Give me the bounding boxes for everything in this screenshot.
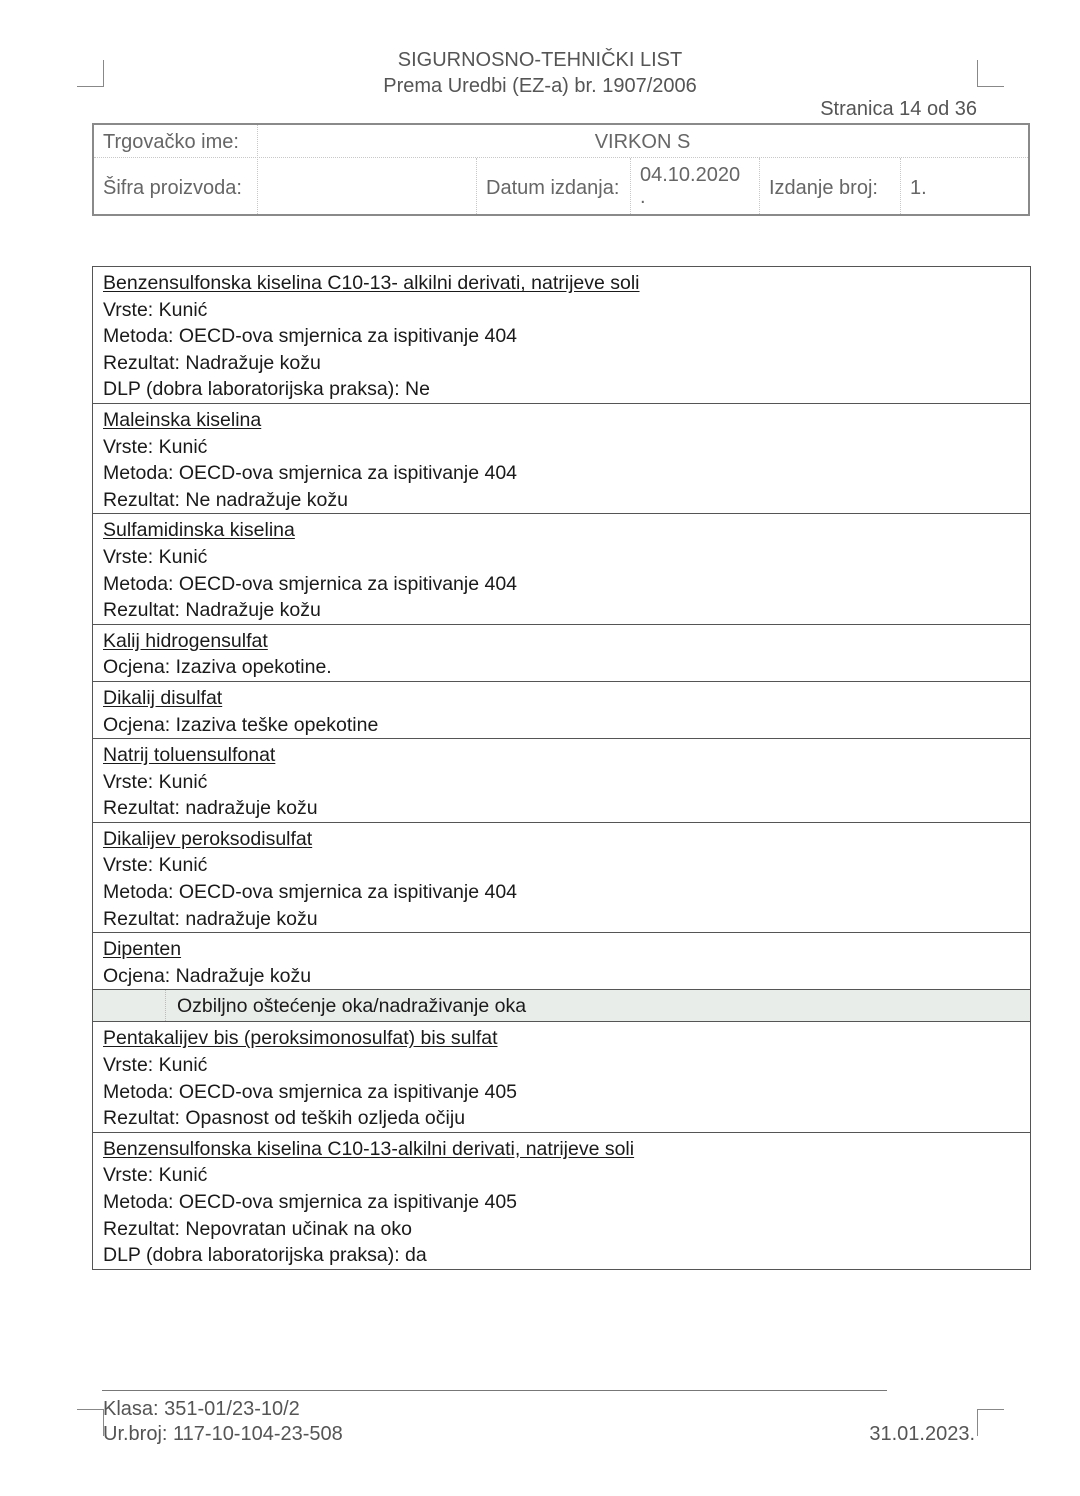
issue-date-suffix: . — [640, 186, 646, 208]
toxicology-table — [92, 266, 1031, 1270]
substance-entry — [93, 403, 1030, 513]
substance-detail-line: Rezultat: Ne nadražuje kožu — [103, 488, 348, 511]
substance-name: Kalij hidrogensulfat — [103, 629, 268, 652]
substance-entry — [93, 822, 1030, 932]
substance-detail-line: Rezultat: nadražuje kožu — [103, 907, 318, 930]
substance-name: Dipenten — [103, 938, 182, 961]
substance-detail-line: Rezultat: Nadražuje kožu — [103, 599, 321, 622]
substance-detail-line: Ocjena: Izaziva teške opekotine — [103, 713, 379, 736]
substance-detail-line: Rezultat: nadražuje kožu — [103, 797, 318, 820]
substance-name: Pentakalijev bis (peroksimonosulfat) bis sulfat — [103, 1027, 498, 1050]
substance-detail-line: Metoda: OECD-ova smjernica za ispitivanje 405 — [103, 1191, 518, 1213]
substance-detail-line: Vrste: Kunić — [103, 1164, 208, 1187]
issue-date-value: 04.10.2020 — [640, 164, 741, 186]
substance-detail-line: Vrste: Kunić — [103, 298, 208, 321]
substance-detail-line: Rezultat: Nepovratan učinak na oko — [103, 1217, 412, 1240]
substance-detail-line: Ocjena: Izaziva opekotine. — [103, 656, 332, 679]
substance-detail-line: Metoda: OECD-ova smjernica za ispitivanje 405 — [103, 1080, 518, 1103]
footer-klasa: Klasa: 351-01/23-10/2 — [103, 1398, 300, 1420]
substance-detail-line: Vrste: Kunić — [103, 435, 208, 458]
substance-name: Dikalij disulfat — [103, 686, 223, 709]
substance-detail-line: Metoda: OECD-ova smjernica za ispitivanje 404 — [103, 462, 518, 485]
issue-date-label: Datum izdanja: — [486, 177, 620, 199]
substance-name: Maleinska kiselina — [103, 408, 262, 431]
eye-damage-group — [93, 1021, 1030, 1268]
substance-name: Sulfamidinska kiselina — [103, 519, 295, 542]
corner-mark-bottom-right — [977, 1409, 1004, 1436]
substance-detail-line: DLP (dobra laboratorijska praksa): Ne — [103, 378, 430, 401]
skin-irritation-group — [93, 267, 1030, 989]
substance-entry — [93, 932, 1030, 989]
substance-name: Dikalijev peroksodisulfat — [103, 827, 313, 850]
footer-divider — [102, 1390, 887, 1391]
document-subtitle: Prema Uredbi (EZ-a) br. 1907/2006 — [383, 75, 697, 97]
trade-name-value: VIRKON S — [594, 131, 691, 153]
substance-entry — [93, 738, 1030, 822]
substance-entry — [93, 1132, 1030, 1269]
substance-entry — [93, 681, 1030, 738]
corner-mark-top-right — [977, 60, 1004, 87]
corner-mark-top-left — [77, 60, 104, 87]
substance-name: Benzensulfonska kiselina C10-13- alkilni derivati, natrijeve soli — [103, 272, 640, 294]
substance-detail-line: Vrste: Kunić — [103, 770, 208, 793]
substance-detail-line: Ocjena: Nadražuje kožu — [103, 964, 312, 987]
page-number: Stranica 14 od 36 — [820, 98, 977, 120]
substance-detail-line: Metoda: OECD-ova smjernica za ispitivanje 404 — [103, 881, 518, 904]
substance-detail-line: Rezultat: Nadražuje kožu — [103, 351, 321, 374]
substance-entry — [93, 1021, 1030, 1131]
substance-entry — [93, 624, 1030, 681]
footer-date: 31.01.2023. — [869, 1423, 975, 1445]
product-info-table — [92, 123, 1030, 216]
issue-number-label: Izdanje broj: — [769, 177, 878, 199]
product-code-label: Šifra proizvoda: — [103, 177, 242, 199]
substance-detail-line: Vrste: Kunić — [103, 1054, 208, 1077]
substance-detail-line: DLP (dobra laboratorijska praksa): da — [103, 1244, 427, 1267]
substance-detail-line: Metoda: OECD-ova smjernica za ispitivanje 404 — [103, 325, 518, 348]
issue-number-value: 1. — [910, 177, 927, 199]
substance-name: Natrij toluensulfonat — [103, 744, 276, 767]
section-heading-row — [93, 989, 1030, 1021]
substance-detail-line: Vrste: Kunić — [103, 545, 208, 568]
substance-entry — [93, 513, 1030, 623]
section-heading: Ozbiljno oštećenje oka/nadraživanje oka — [177, 995, 527, 1018]
corner-mark-bottom-left — [77, 1409, 104, 1436]
document-title: SIGURNOSNO-TEHNIČKI LIST — [397, 49, 683, 71]
footer-urbroj: Ur.broj: 117-10-104-23-508 — [103, 1423, 343, 1445]
substance-detail-line: Vrste: Kunić — [103, 854, 208, 877]
trade-name-label: Trgovačko ime: — [103, 131, 239, 153]
substance-name: Benzensulfonska kiselina C10-13-alkilni derivati, natrijeve soli — [103, 1137, 635, 1160]
substance-detail-line: Metoda: OECD-ova smjernica za ispitivanje 404 — [103, 572, 518, 595]
substance-entry — [93, 267, 1030, 403]
substance-detail-line: Rezultat: Opasnost od teških ozljeda očiju — [103, 1107, 466, 1130]
